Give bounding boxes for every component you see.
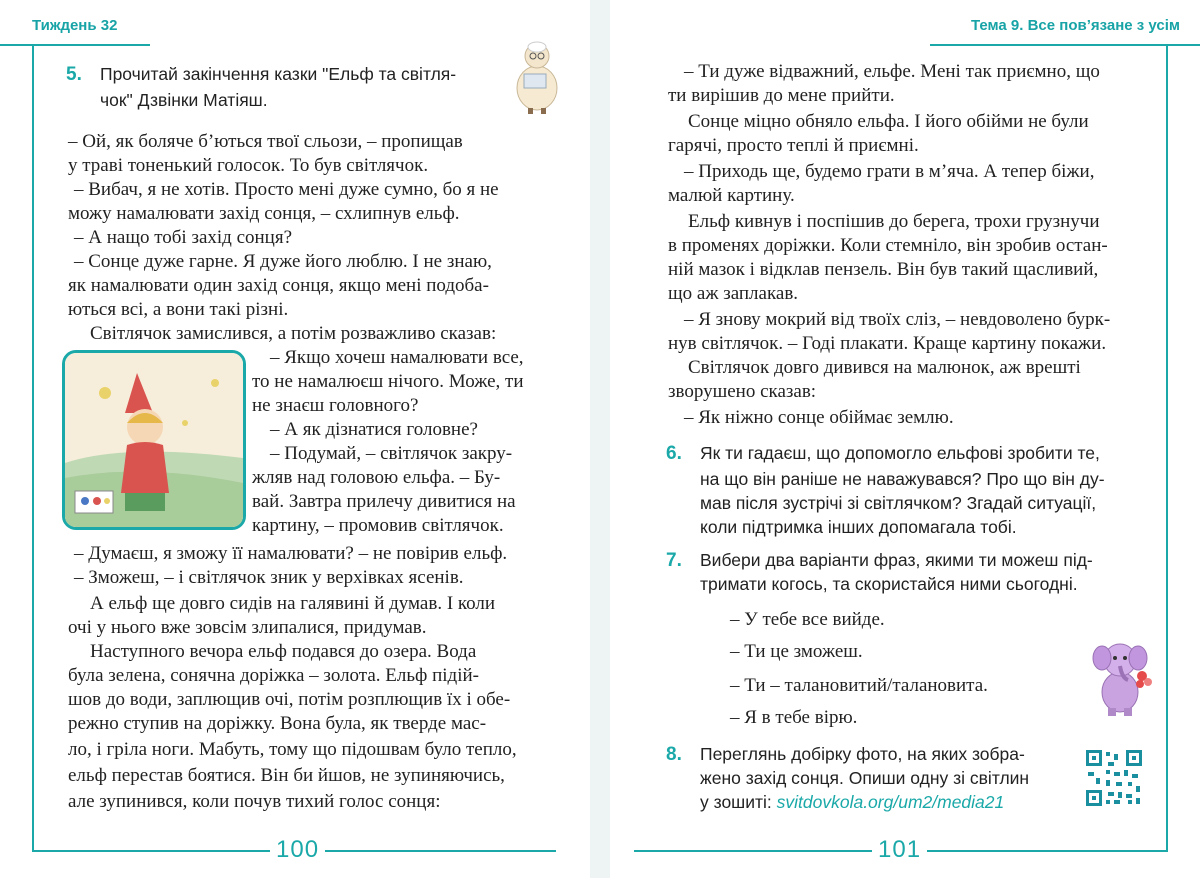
- topic-header: Тема 9. Все пов’язане з усім: [970, 17, 1180, 34]
- story-line: Світлячок замислився, а потім розважливо сказав:: [90, 323, 497, 344]
- story-line: гарячі, просто теплі й приємні.: [668, 135, 919, 156]
- header-rule: [0, 44, 150, 46]
- story-line: вай. Завтра прилечу дивитися на: [252, 491, 516, 512]
- page-number: 100: [270, 836, 325, 864]
- phrase-option: – У тебе все вийде.: [730, 609, 885, 630]
- task-text-line: Вибери два варіанти фраз, якими ти можеш під-: [700, 550, 1093, 570]
- right-page: [610, 0, 1200, 878]
- story-line: – Вибач, я не хотів. Просто мені дуже сумно, бо я не: [74, 179, 499, 200]
- story-line: малюй картину.: [668, 185, 795, 206]
- task-text-line: мав після зустрічі зі світлячком? Згадай ситуації,: [700, 493, 1097, 513]
- media-link[interactable]: svitdovkola.org/um2/media21: [776, 792, 1005, 812]
- story-line: – Якщо хочеш намалювати все,: [270, 347, 524, 368]
- elf-illustration: [62, 350, 246, 530]
- task-text-line: Як ти гадаєш, що допомогло ельфові зробити те,: [700, 443, 1100, 463]
- story-line: ельф перестав боятися. Він би йшов, не зупиняючись,: [68, 765, 505, 786]
- task-text-line: [700, 790, 1004, 814]
- story-line: можу намалювати захід сонця, – схлипнув ельф.: [68, 203, 460, 224]
- story-line: – Подумай, – світлячок закру-: [270, 443, 513, 464]
- task-number: 8.: [666, 744, 682, 765]
- story-line: – Приходь ще, будемо грати в м’яча. А тепер біжи,: [684, 161, 1095, 182]
- elephant-flowers-icon: [1090, 636, 1156, 718]
- story-line: очі у нього вже зовсім злипалися, придумав.: [68, 617, 427, 638]
- story-line: Світлячок довго дивився на малюнок, аж врешті: [688, 357, 1081, 378]
- story-line: ються всі, а вони такі різні.: [68, 299, 289, 320]
- story-line: – А нащо тобі захід сонця?: [74, 227, 293, 248]
- story-line: Наступного вечора ельф подався до озера. Вода: [90, 641, 477, 662]
- story-line: – Сонце дуже гарне. Я дуже його люблю. І не знаю,: [74, 251, 492, 272]
- story-line: не знаєш головного?: [252, 395, 419, 416]
- story-line: то не намалюєш нічого. Може, ти: [252, 371, 524, 392]
- phrase-option: – Я в тебе вірю.: [730, 707, 858, 728]
- phrase-option: – Ти це зможеш.: [730, 641, 863, 662]
- qr-code-icon[interactable]: [1084, 748, 1144, 808]
- task-number: 6.: [666, 443, 682, 464]
- week-header: Тиждень 32: [32, 17, 118, 34]
- task-text-line: коли підтримка інших допомагала тобі.: [700, 517, 1017, 537]
- task-text-line: тримати когось, та скористайся ними сьогодні.: [700, 574, 1078, 594]
- story-line: нув світлячок. – Годі плакати. Краще картину покажи.: [668, 333, 1107, 354]
- page-number: 101: [872, 836, 927, 864]
- story-line: картину, – промовив світлячок.: [252, 515, 504, 536]
- task-number: 5.: [66, 64, 82, 85]
- story-line: ло, і гріла ноги. Мабуть, тому що підошвам було тепло,: [68, 739, 517, 760]
- phrase-option: – Ти – талановитий/талановита.: [730, 675, 988, 696]
- task-text-line: на що він раніше не наважувався? Про що він ду-: [700, 469, 1105, 489]
- story-line: Сонце міцно обняло ельфа. І його обійми не були: [688, 111, 1089, 132]
- task-text-prefix: у зошиті:: [700, 792, 777, 812]
- story-line: у траві тоненький голосок. То був світлячок.: [68, 155, 429, 176]
- story-line: – Ой, як боляче б’ються твої сльози, – пропищав: [68, 131, 463, 152]
- story-line: в променях доріжки. Коли стемніло, він зробив остан-: [668, 235, 1108, 256]
- task-text-line: жено захід сонця. Опиши одну зі світлин: [700, 768, 1030, 788]
- story-line: – Думаєш, я зможу її намалювати? – не повірив ельф.: [74, 543, 508, 564]
- story-line: жляв над головою ельфа. – Бу-: [252, 467, 501, 488]
- story-line: як намалювати один захід сонця, якщо мені подоба-: [68, 275, 489, 296]
- story-line: – Я знову мокрий від твоїх сліз, – невдоволено бурк-: [684, 309, 1111, 330]
- page-frame-left: [32, 44, 34, 852]
- story-line: – Ти дуже відважний, ельфе. Мені так приємно, що: [684, 61, 1100, 82]
- left-page: [0, 0, 590, 878]
- sheep-reading-icon: [512, 38, 562, 114]
- story-line: Ельф кивнув і поспішив до берега, трохи грузнучи: [688, 211, 1100, 232]
- story-line: але зупинився, коли почув тихий голос сонця:: [68, 791, 441, 812]
- header-rule: [930, 44, 1200, 46]
- task-number: 7.: [666, 550, 682, 571]
- story-line: – А як дізнатися головне?: [270, 419, 478, 440]
- page-frame-right: [1166, 44, 1168, 852]
- story-line: – Як ніжно сонце обіймає землю.: [684, 407, 954, 428]
- story-line: зворушено сказав:: [668, 381, 817, 402]
- task-text-line: Прочитай закінчення казки "Ельф та світля-: [100, 64, 457, 84]
- story-line: А ельф ще довго сидів на галявині й думав. І коли: [90, 593, 496, 614]
- story-line: була зелена, сонячна доріжка – золота. Ельф підій-: [68, 665, 479, 686]
- page-gutter: [590, 0, 610, 878]
- story-line: – Зможеш, – і світлячок зник у верхівках ясенів.: [74, 567, 464, 588]
- story-line: ній мазок і відклав пензель. Він був такий щасливий,: [668, 259, 1099, 280]
- story-line: шов до води, заплющив очі, потім розплющив їх і обе-: [68, 689, 511, 710]
- task-text-line: Переглянь добірку фото, на яких зобра-: [700, 744, 1025, 764]
- story-line: що аж заплакав.: [668, 283, 799, 304]
- task-text-line: чок" Дзвінки Матіяш.: [100, 90, 268, 110]
- story-line: ти вирішив до мене прийти.: [668, 85, 895, 106]
- story-line: режно ступив на доріжку. Вона була, як тверде мас-: [68, 713, 487, 734]
